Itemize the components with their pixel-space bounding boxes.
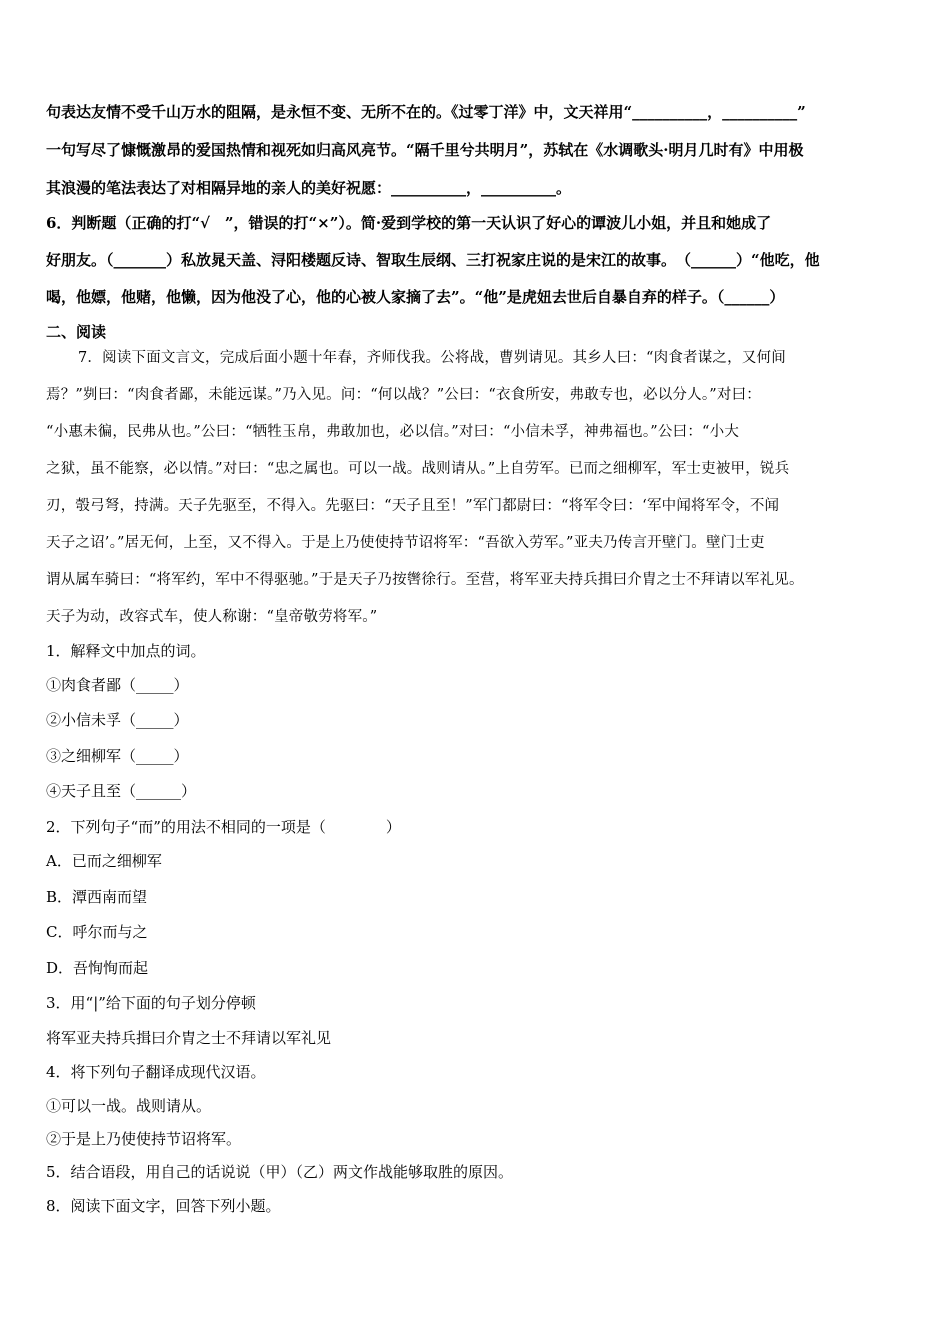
question-1-item-b: ②小信未孚（_____）: [46, 711, 189, 729]
question-2-option-c: C．呼尔而与之: [46, 923, 148, 941]
question-3-sentence: 将军亚夫持兵揖曰介胄之士不拜请以军礼见: [46, 1029, 332, 1047]
passage-line-5: 刃，彀弓弩，持满。天子先驱至，不得入。先驱曰：“天子且至！”军门都尉曰：“将军令曰：‘军中闻将军令，不闻: [46, 498, 780, 514]
question-2-option-b: B．潭西南而望: [46, 888, 148, 906]
question-4: 4．将下列句子翻译成现代汉语。: [46, 1063, 266, 1081]
question-1-item-c: ③之细柳军（_____）: [46, 747, 189, 765]
question-2: 2．下列句子“而”的用法不相同的一项是（ ）: [46, 818, 401, 836]
judgement-line-1: 6．判断题（正确的打“√ ”，错误的打“×”）。简·爱到学校的第一天认识了好心的谭波儿小姐，并且和她成了: [46, 214, 772, 232]
question-3: 3．用“|”给下面的句子划分停顿: [46, 994, 256, 1012]
question-5: 5．结合语段，用自己的话说说（甲）（乙）两文作战能够取胜的原因。: [46, 1163, 514, 1181]
fill-in-line-2: 一句写尽了慷慨激昂的爱国热情和视死如归高风亮节。“隔千里兮共明月”，苏轼在《水调歌头·明月几时有》中用极: [46, 141, 804, 159]
question-1-item-d: ④天子且至（______）: [46, 782, 197, 800]
passage-line-8: 天子为动，改容式车，使人称谢：“皇帝敬劳将军。”: [46, 609, 378, 625]
passage-line-6: 天子之诏’。”居无何，上至，又不得入。于是上乃使使持节诏将军：“吾欲入劳军。”亚夫乃传言开壁门。壁门士吏: [46, 535, 765, 551]
question-2-option-d: D．吾恂恂而起: [46, 959, 149, 977]
judgement-line-3: 喝，他嫖，他赌，他懒，因为他没了心，他的心被人家摘了去”。“他”是虎妞去世后自暴自弃的样子。（______）: [46, 288, 785, 306]
fill-in-line-3: 其浪漫的笔法表达了对相隔异地的亲人的美好祝愿：__________，__________。: [46, 179, 572, 197]
passage-line-1: 7．阅读下面文言文，完成后面小题十年春，齐师伐我。公将战，曹刿请见。其乡人曰：“肉食者谋之，又何间: [78, 350, 786, 366]
question-1-item-a: ①肉食者鄙（_____）: [46, 676, 189, 694]
question-8: 8．阅读下面文字，回答下列小题。: [46, 1197, 281, 1215]
fill-in-line-1: 句表达友情不受千山万水的阻隔，是永恒不变、无所不在的。《过零丁洋》中，文天祥用“__________，__________”: [46, 103, 806, 121]
passage-line-7: 谓从属车骑曰：“将军约，军中不得驱驰。”于是天子乃按辔徐行。至营，将军亚夫持兵揖曰介胄之士不拜请以军礼见。: [46, 572, 804, 588]
passage-line-4: 之狱，虽不能察，必以情。”对曰：“忠之属也。可以一战。战则请从。”上自劳军。已而之细柳军，军士吏被甲，锐兵: [46, 461, 790, 477]
passage-line-2: 焉？”刿曰：“肉食者鄙，未能远谋。”乃入见。问：“何以战？”公曰：“衣食所安，弗敢专也，必以分人。”对曰：: [46, 387, 761, 403]
question-4-item-b: ②于是上乃使使持节诏将军。: [46, 1130, 242, 1148]
question-2-option-a: A．已而之细柳军: [46, 852, 162, 870]
section-heading-reading: 二、阅读: [46, 323, 107, 341]
passage-line-3: “小惠未徧，民弗从也。”公曰：“牺牲玉帛，弗敢加也，必以信。”对曰：“小信未孚，神弗福也。”公曰：“小大: [46, 424, 740, 440]
judgement-line-2: 好朋友。（_______）私放晁天盖、浔阳楼题反诗、智取生辰纲、三打祝家庄说的是宋江的故事。 （______）“他吃，他: [46, 251, 820, 269]
question-4-item-a: ①可以一战。战则请从。: [46, 1097, 212, 1115]
question-1: 1．解释文中加点的词。: [46, 642, 206, 660]
